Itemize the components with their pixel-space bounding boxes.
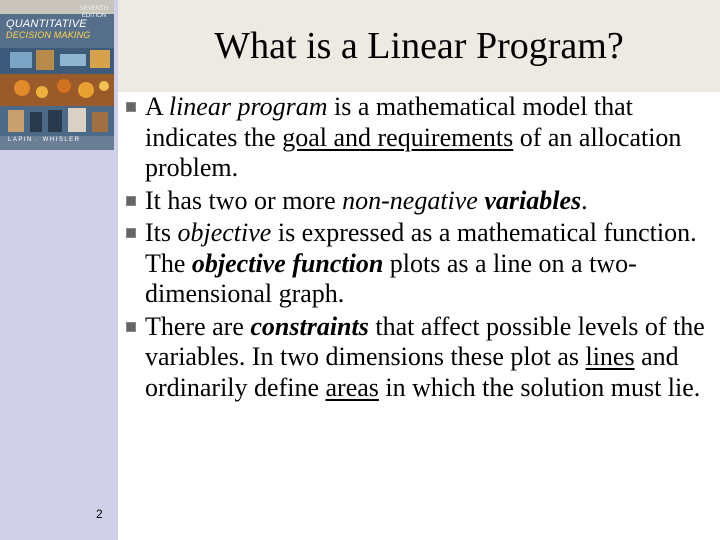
bullet-square-icon [126, 322, 136, 332]
bullet-square-icon [126, 228, 136, 238]
bullet-item [124, 312, 714, 404]
bullet-text-run: of an allocation problem. [145, 122, 682, 182]
bullet-text-run: constraints [250, 311, 369, 341]
bullet-text-run: that affect possible levels of the variables. In two dimensions these plot as [145, 311, 705, 371]
bullet-item [124, 218, 714, 310]
bullet-text-run: areas [325, 372, 379, 402]
bullet-text-run: objective [177, 218, 272, 247]
bullet-square-icon [126, 102, 136, 112]
bullet-text-run: linear program [168, 92, 328, 121]
bullet-text-run: goal and requirements [282, 122, 514, 152]
bullet-text-run: A [145, 92, 169, 121]
bullet-text-run: in which the solution must lie. [378, 372, 701, 402]
bullet-square-icon [126, 196, 136, 206]
bullet-item [124, 186, 714, 217]
book-cover-image [0, 0, 114, 150]
cover-title-line2: DECISION MAKING [6, 30, 91, 40]
bullet-text-run: objective function [191, 248, 384, 278]
bullet-text-run: is a mathematical model that indicates the [145, 92, 633, 152]
cover-authors: LAPIN · WHISLER [8, 137, 81, 143]
bullet-text-run: It has two or more [145, 185, 343, 215]
cover-title-line1: QUANTITATIVE [6, 18, 87, 30]
bullet-text-run: Its [145, 218, 178, 247]
bullet-text-run: plots as a line on a two-dimensional graph. [145, 248, 637, 308]
bullet-text-run: . [581, 185, 588, 215]
bullet-list [124, 92, 714, 405]
bullet-text-run: variables [484, 185, 582, 215]
page-number: 2 [96, 507, 103, 521]
bullet-text-run: lines [585, 342, 635, 371]
bullet-text-run: and ordinarily define [145, 342, 679, 402]
cover-title [6, 19, 91, 41]
cover-edition-line2: EDITION [81, 13, 107, 19]
bullet-item [124, 92, 714, 184]
bullet-text-run: There are [145, 311, 251, 341]
bullet-text-run: non-negative [342, 185, 478, 215]
bullet-text-run: is expressed as a mathematical function. The [145, 218, 697, 278]
slide-title: What is a Linear Program? [214, 25, 624, 67]
cover-edition-line1: SEVENTH [79, 6, 109, 12]
